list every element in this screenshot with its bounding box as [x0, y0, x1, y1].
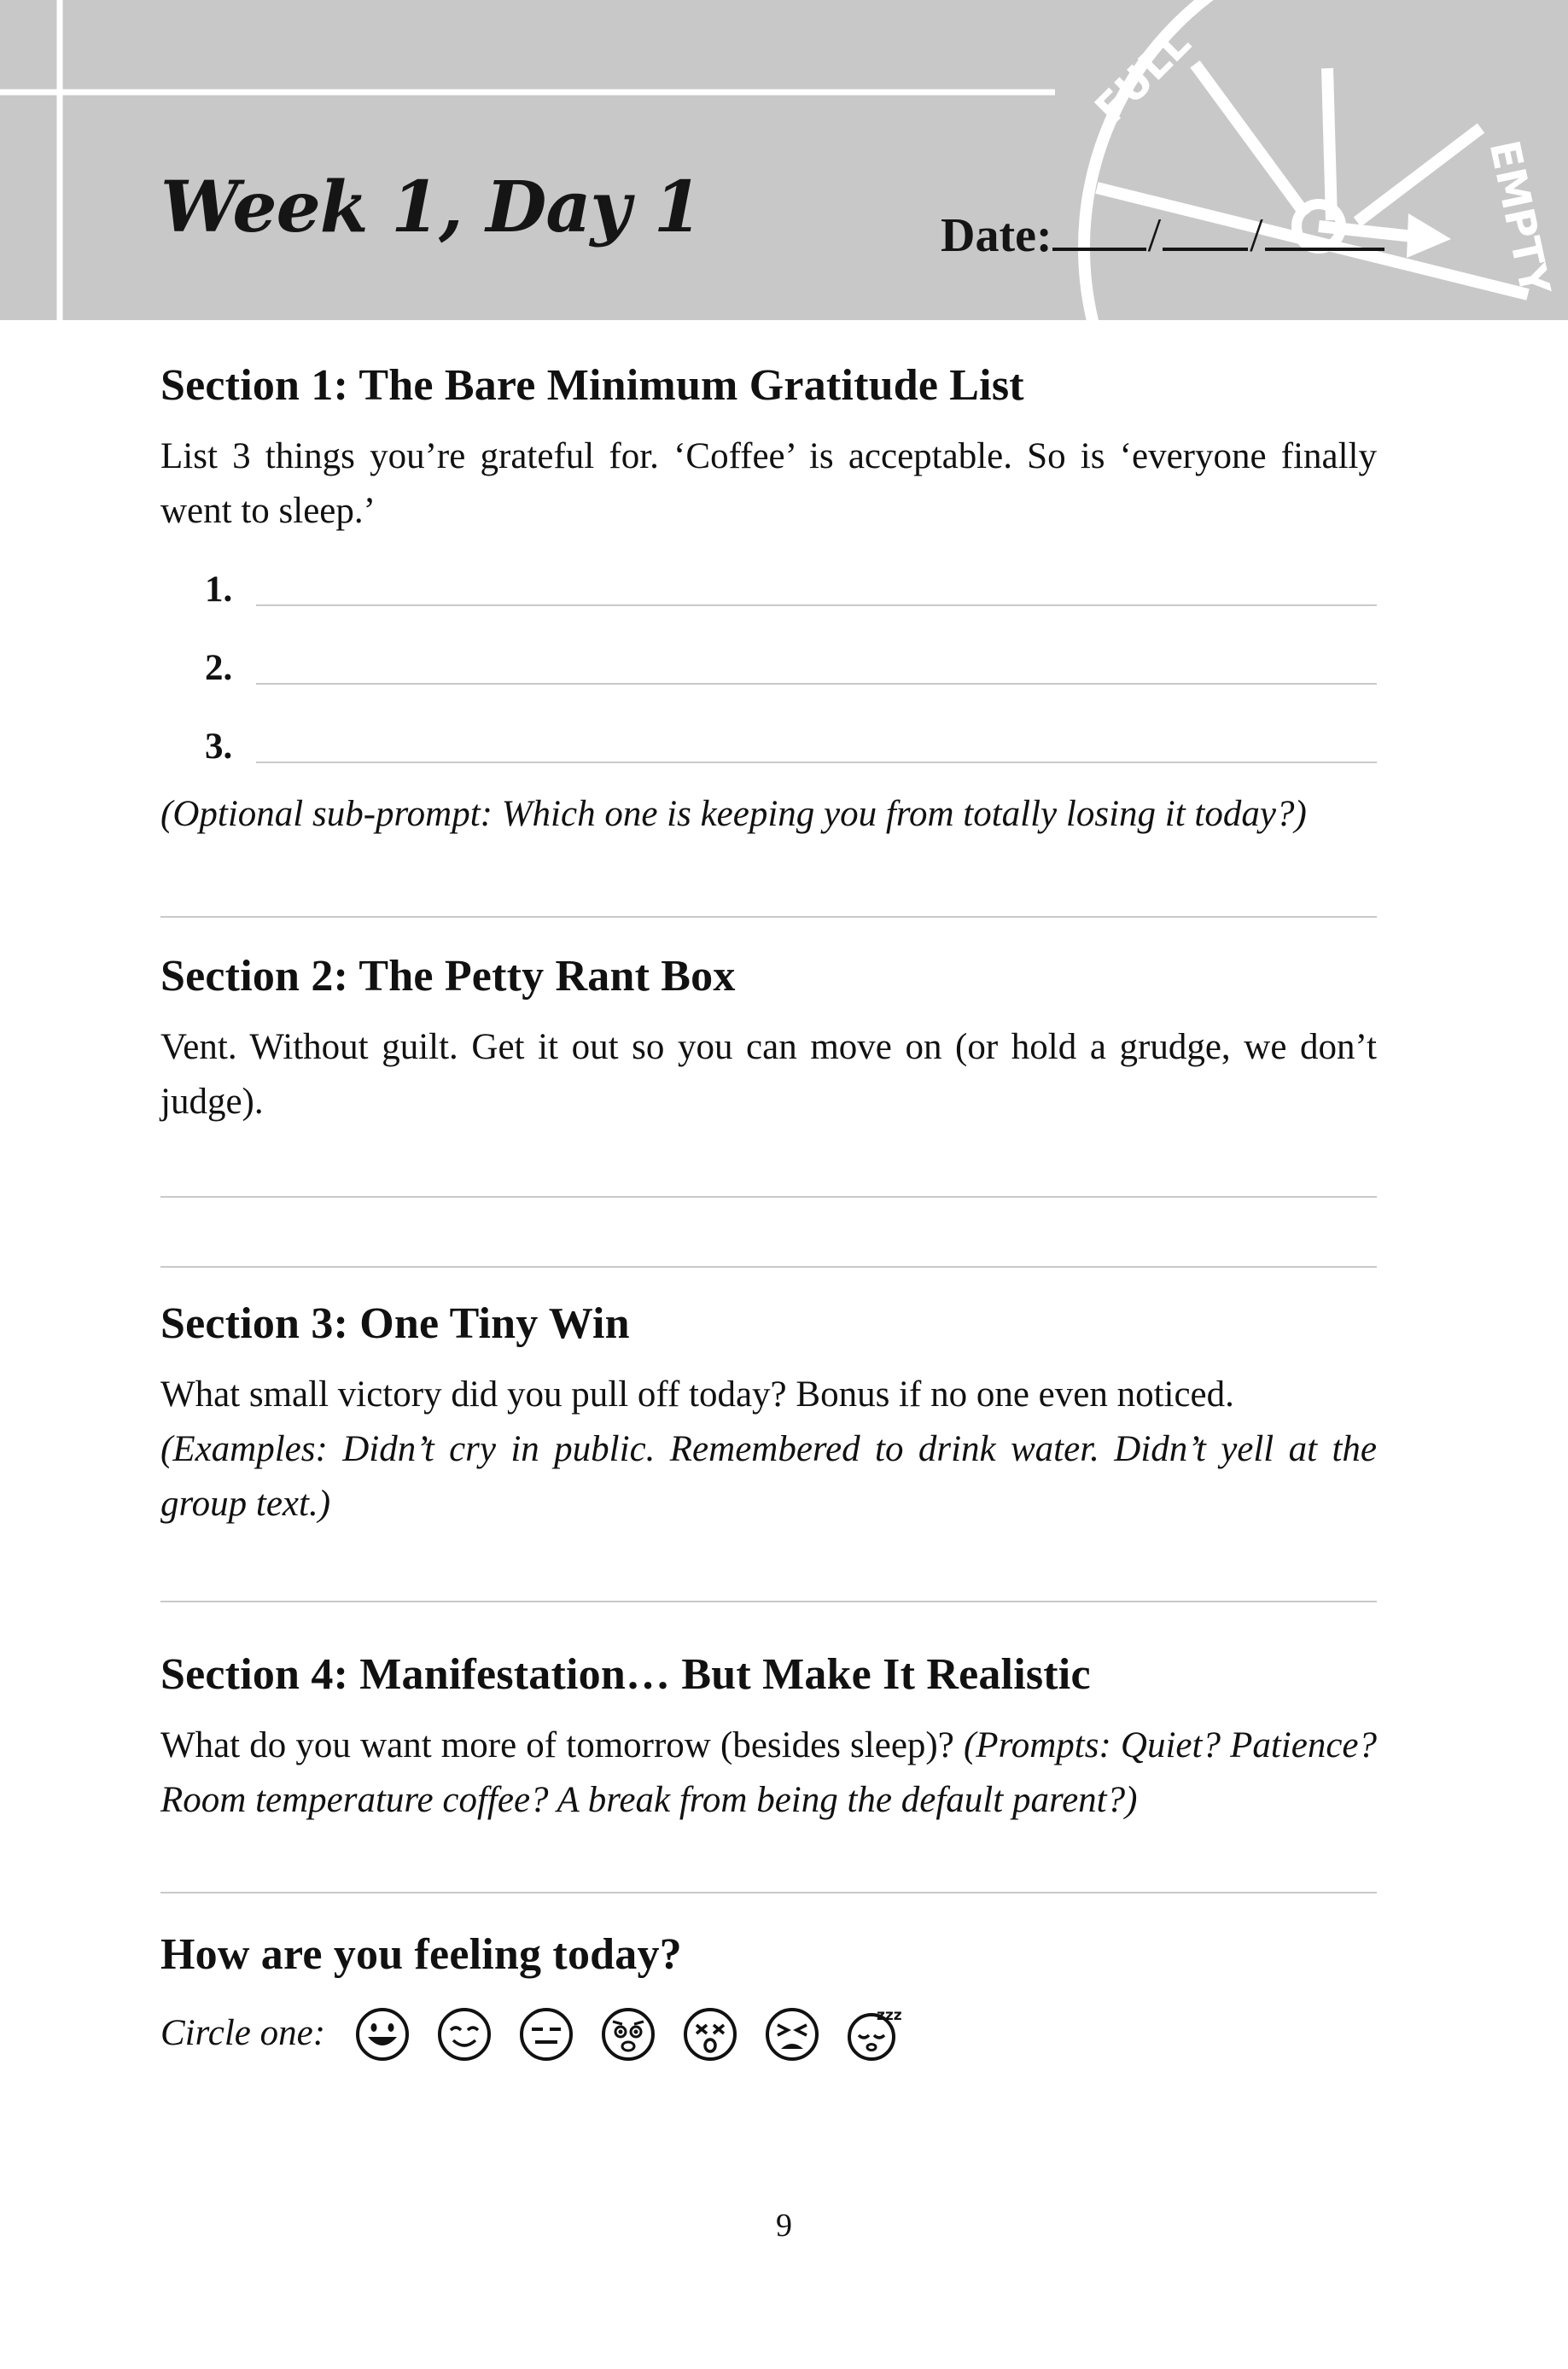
- write-line: [256, 683, 1377, 685]
- date-month-blank[interactable]: [1052, 203, 1146, 251]
- grinning-face-icon[interactable]: [354, 2006, 411, 2063]
- list-number: 2.: [205, 648, 233, 688]
- header-decoration: [0, 0, 1568, 320]
- section-3-examples: (Examples: Didn’t cry in public. Remembered to drink water. Didn’t yell at the group text.): [160, 1429, 1377, 1524]
- write-line[interactable]: [160, 1196, 1377, 1198]
- divider: [160, 916, 1377, 918]
- section-3-prompt: [160, 1368, 1377, 1532]
- section-1-heading: Section 1: The Bare Minimum Gratitude List: [160, 361, 1024, 410]
- anxious-face-icon[interactable]: [600, 2006, 656, 2063]
- sleep-symbol: zzz: [877, 2007, 902, 2024]
- expressionless-face-icon[interactable]: [518, 2006, 574, 2063]
- write-line: [256, 761, 1377, 763]
- gauge-empty-label: EMPTY: [1479, 136, 1559, 300]
- mood-heading: How are you feeling today?: [160, 1930, 682, 1979]
- section-4: [160, 1649, 1377, 1828]
- section-3-heading: Section 3: One Tiny Win: [160, 1299, 630, 1348]
- gratitude-item-1[interactable]: [205, 569, 1377, 620]
- section-3: [160, 1298, 1377, 1532]
- mood-label: Circle one:: [160, 2013, 326, 2053]
- date-label: Date:: [941, 209, 1052, 262]
- relieved-face-icon[interactable]: [436, 2006, 493, 2063]
- divider: [160, 1892, 1377, 1893]
- date-year-blank[interactable]: [1265, 203, 1384, 251]
- section-4-question: What do you want more of tomorrow (besides sleep)?: [160, 1725, 954, 1765]
- tired-face-icon[interactable]: [764, 2006, 820, 2063]
- section-2-prompt: Vent. Without guilt. Get it out so you can move on (or hold a grudge, we don’t judge).: [160, 1027, 1377, 1122]
- gratitude-item-3[interactable]: [205, 726, 1377, 777]
- section-1-subprompt-wrap: [160, 787, 1377, 842]
- section-1-prompt: List 3 things you’re grateful for. ‘Coffee’ is acceptable. So is ‘everyone finally went to sleep.’: [160, 436, 1377, 531]
- section-2: [160, 951, 1377, 1129]
- write-line: [256, 604, 1377, 606]
- date-separator: /: [1147, 209, 1162, 262]
- section-1-subprompt: (Optional sub-prompt: Which one is keeping you from totally losing it today?): [160, 794, 1307, 834]
- sleeping-face-icon[interactable]: [846, 2006, 902, 2063]
- fuel-gauge-icon: [1084, 0, 1568, 320]
- section-1: [160, 360, 1377, 539]
- dizzy-face-icon[interactable]: [682, 2006, 738, 2063]
- divider: [160, 1266, 1377, 1268]
- section-3-question: What small victory did you pull off today? Bonus if no one even noticed.: [160, 1374, 1234, 1415]
- list-number: 1.: [205, 569, 233, 610]
- mood-options: [354, 2006, 902, 2063]
- date-day-blank[interactable]: [1163, 203, 1248, 251]
- page-number: 9: [776, 2208, 792, 2244]
- page-header: [0, 0, 1568, 320]
- mood-section: [160, 1929, 1377, 1980]
- section-2-heading: Section 2: The Petty Rant Box: [160, 952, 736, 1001]
- page-title: Week 1, Day 1: [160, 166, 702, 248]
- gratitude-item-2[interactable]: [205, 647, 1377, 698]
- section-4-prompt: [160, 1718, 1377, 1828]
- date-field: [941, 203, 1384, 263]
- date-separator: /: [1250, 209, 1263, 262]
- gauge-full-label: FULL: [1086, 19, 1201, 134]
- list-number: 3.: [205, 726, 233, 767]
- section-4-heading: Section 4: Manifestation… But Make It Realistic: [160, 1650, 1091, 1699]
- section-4-prompts: (Prompts: Quiet? Patience? Room temperature coffee? A break from being the default parent?): [160, 1725, 1378, 1820]
- divider: [160, 1601, 1377, 1602]
